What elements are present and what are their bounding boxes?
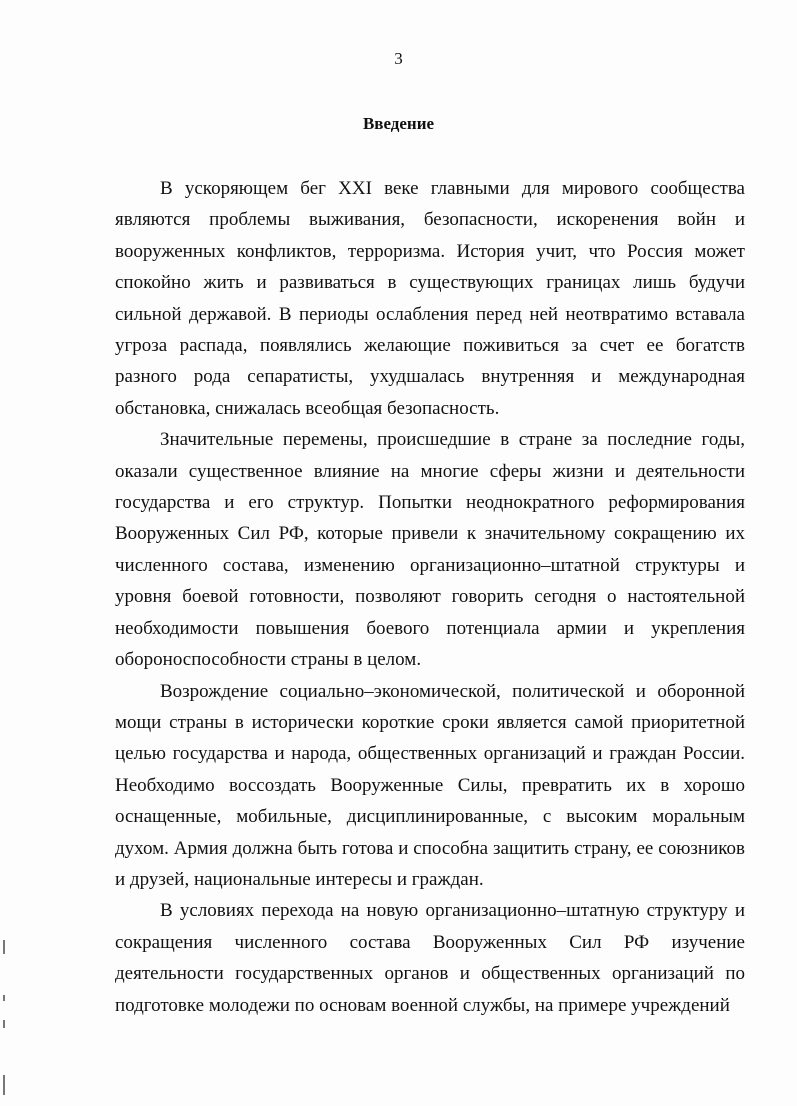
page-number: 3 xyxy=(394,49,403,68)
section-heading: Введение xyxy=(362,114,435,133)
scan-artifact-mark xyxy=(3,1020,5,1028)
paragraph-4: В условиях перехода на новую организационно–штатную структуру и сокращения численного состава Вооруженных Сил РФ изучение деятельности государственных органов и общественных организаций по подготовке молодежи по основам военной службы, на примере учреждений xyxy=(115,900,745,1016)
scan-artifact-mark xyxy=(3,1075,5,1095)
scan-artifact-mark xyxy=(3,940,5,954)
paragraph-1: В ускоряющем бег XXI веке главными для мирового сообщества являются проблемы выживания, безопасности, искоренения войн и вооруженных конфликтов, терроризма. История учит, что Россия может спокойно жить и развиваться в существующих границах лишь будучи сильной державой. В периоды ослабления перед ней неотвратимо вставала угроза распада, появлялись желающие поживиться за счет ее богатств разного рода сепаратисты, ухудшалась внутренняя и международная обстановка, снижалась всеобщая безопасность. xyxy=(115,178,745,419)
body-text xyxy=(115,173,745,1021)
paragraph-3: Возрождение социально–экономической, политической и оборонной мощи страны в исторически короткие сроки является самой приоритетной целью государства и народа, общественных организаций и граждан России. Необходимо воссоздать Вооруженные Силы, превратить их в хорошо оснащенные, мобильные, дисциплинированные, с высоким моральным духом. Армия должна быть готова и способна защитить страну, ее союзников и друзей, национальные интересы и граждан. xyxy=(115,680,745,890)
scan-artifact-mark xyxy=(3,995,5,1001)
paragraph-2: Значительные перемены, происшедшие в стране за последние годы, оказали существенное влияние на многие сферы жизни и деятельности государства и его структур. Попытки неоднократного реформирования Вооруженных Сил РФ, которые привели к значительному сокращению их численного состава, изменению организационно–штатной структуры и уровня боевой готовности, позволяют говорить сегодня о настоятельной необходимости повышения боевого потенциала армии и укрепления обороноспособности страны в целом. xyxy=(115,429,745,671)
